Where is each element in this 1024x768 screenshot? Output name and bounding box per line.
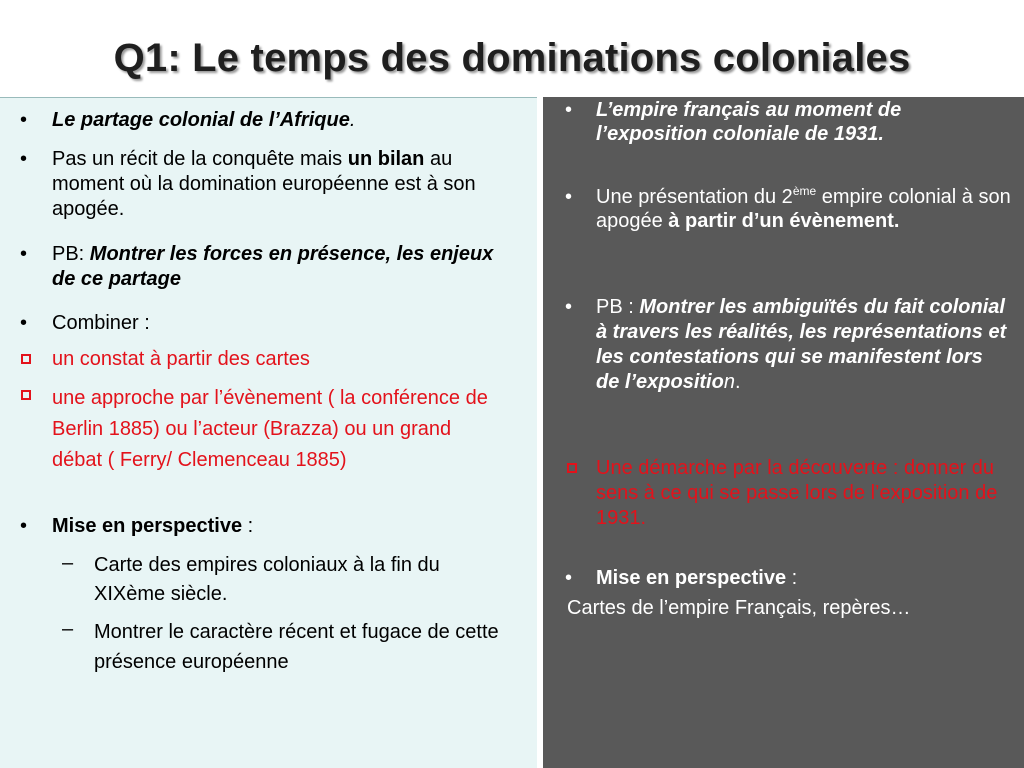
left-item-4-text: Combiner : bbox=[52, 312, 150, 334]
right-item-2-text: Une présentation du 2ème empire colonial à son apogée à partir d’un évènement. bbox=[596, 184, 1011, 232]
left-checkbox-item-2-text: une approche par l’évènement ( la conférence de Berlin 1885) ou l’acteur (Brazza) ou un grand débat ( Ferry/ Clemenceau 1885) bbox=[52, 387, 488, 471]
bullet-icon: • bbox=[20, 515, 28, 537]
right-item-3-text: PB : Montrer les ambiguïtés du fait colonial à travers les réalités, les représentations et les contestations qui se manifestent lors de l’exposition. bbox=[596, 296, 1007, 393]
bullet-icon: • bbox=[565, 99, 573, 121]
left-panel bbox=[0, 97, 537, 768]
right-item-1-text: L’empire français au moment de l’exposition coloniale de 1931. bbox=[596, 99, 902, 145]
left-subitem-1-text: Carte des empires coloniaux à la fin du XIXème siècle. bbox=[94, 554, 440, 605]
bullet-icon: • bbox=[20, 312, 28, 334]
bullet-icon: • bbox=[565, 296, 573, 318]
bullet-icon: • bbox=[20, 148, 28, 170]
slide-title: Q1: Le temps des dominations coloniales bbox=[113, 36, 911, 80]
dash-icon: – bbox=[62, 552, 74, 574]
left-item-7-text: Mise en perspective : bbox=[52, 515, 254, 537]
dash-icon: – bbox=[62, 618, 74, 640]
right-panel bbox=[543, 97, 1024, 768]
right-checkbox-item-text: Une démarche par la découverte : donner du sens à ce qui se passe lors de l’exposition de 1931. bbox=[596, 457, 998, 529]
bullet-icon: • bbox=[565, 186, 573, 208]
right-item-5-text: Mise en perspective : bbox=[596, 567, 798, 589]
left-item-2-text: Pas un récit de la conquête mais un bilan au moment où la domination européenne est à son apogée. bbox=[52, 148, 476, 220]
left-item-3-text: PB: Montrer les forces en présence, les enjeux de ce partage bbox=[52, 243, 494, 290]
checkbox-icon bbox=[21, 383, 31, 408]
bullet-icon: • bbox=[20, 109, 28, 131]
bullet-icon: • bbox=[20, 243, 28, 265]
bullet-icon: • bbox=[565, 567, 573, 589]
left-item-1-text: Le partage colonial de l’Afrique. bbox=[52, 109, 356, 131]
checkbox-icon bbox=[567, 456, 577, 481]
left-checkbox-item-1-text: un constat à partir des cartes bbox=[52, 348, 310, 370]
checkbox-icon bbox=[21, 347, 31, 372]
left-subitem-2-text: Montrer le caractère récent et fugace de cette présence européenne bbox=[94, 621, 499, 673]
right-footer-text: Cartes de l’empire Français, repères… bbox=[567, 597, 911, 619]
